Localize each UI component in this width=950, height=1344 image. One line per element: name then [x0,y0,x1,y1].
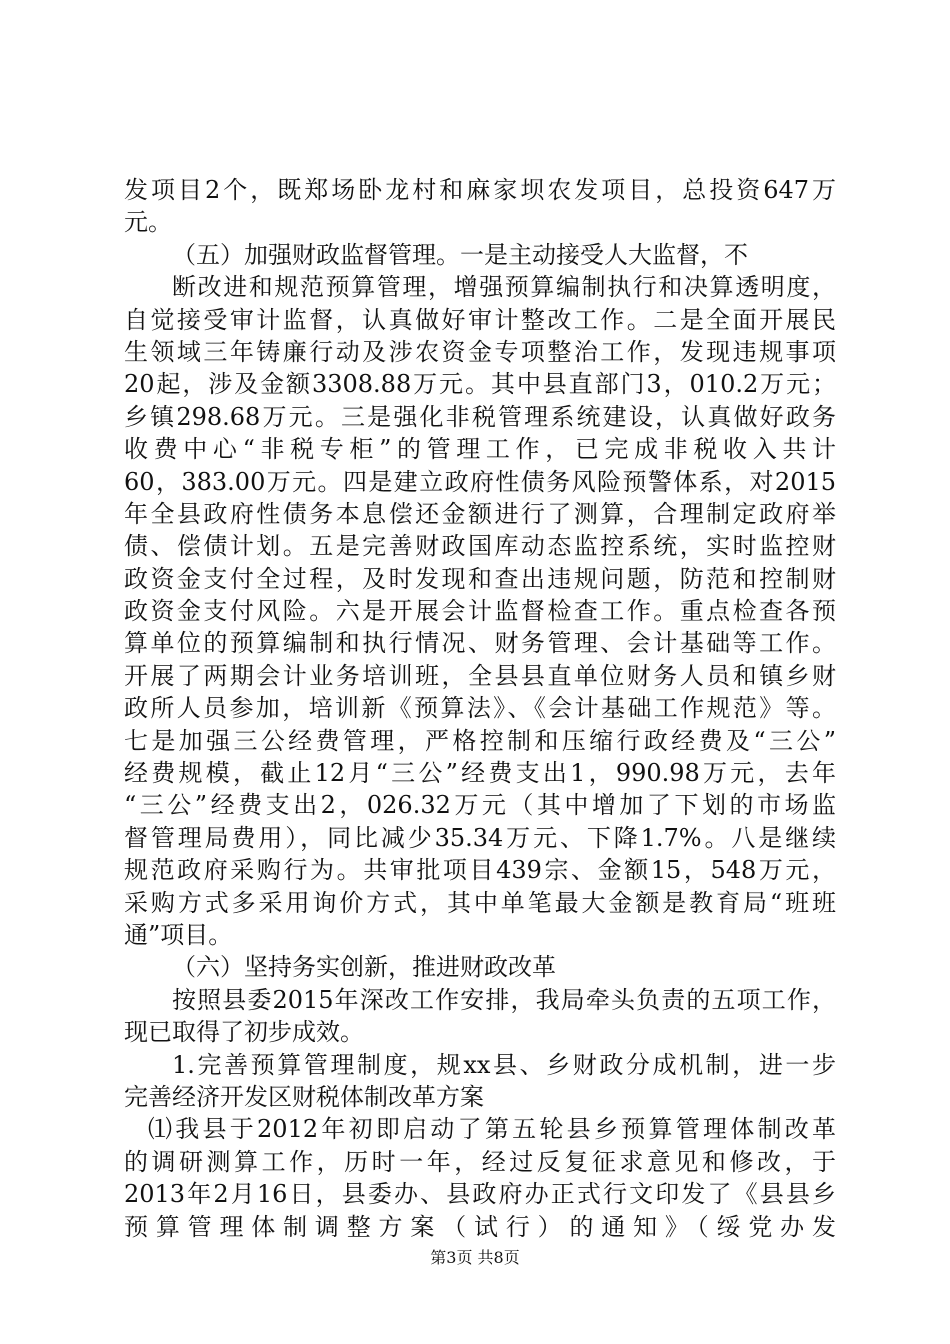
text-line: 自觉接受审计监督，认真做好审计整改工作。二是全面开展民 [124,305,836,334]
text-line: 断改进和规范预算管理，增强预算编制执行和决算透明度， [172,273,836,302]
text-line: 规范政府采购行为。共审批项目439宗、金额15，548万元， [124,856,836,885]
text-line: 采购方式多采用询价方式，其中单笔最大金额是教育局“班班 [124,888,836,917]
text-line: 年全县政府性债务本息偿还金额进行了测算，合理制定政府举 [124,499,836,528]
text-line: 发项目2个，既郑场卧龙村和麻家坝农发项目，总投资647万 [124,176,836,204]
text-line: “三公”经费支出2，026.32万元（其中增加了下划的市场监 [124,791,836,820]
text-line: 通”项目。 [124,920,233,949]
text-line: 60，383.00万元。四是建立政府性债务风险预警体系，对2015 [124,467,836,496]
text-line: 完善经济开发区财税体制改革方案 [124,1082,484,1111]
text-line: 乡镇298.68万元。三是强化非税管理系统建设，认真做好政务 [124,402,836,431]
page-footer: 第3页 共8页 [430,1248,520,1267]
text-line: 现已取得了初步成效。 [124,1018,364,1047]
document-body [124,174,836,1243]
text-line: 算单位的预算编制和执行情况、财务管理、会计基础等工作。 [124,629,836,658]
text-line: （五）加强财政监督管理。一是主动接受人大监督，不 [172,240,748,269]
text-line: 政资金支付全过程，及时发现和查出违规问题，防范和控制财 [124,564,836,593]
text-line: 元。 [124,208,172,237]
text-line: 预算管理体制调整方案（试行）的通知》（绥党办发 [124,1212,836,1241]
text-line: 七是加强三公经费管理，严格控制和压缩行政经费及“三公” [124,726,836,755]
text-line: 政资金支付风险。六是开展会计监督检查工作。重点检查各预 [124,597,836,626]
text-line: 生领域三年铸廉行动及涉农资金专项整治工作，发现违规事项 [124,337,836,366]
text-line: 债、偿债计划。五是完善财政国库动态监控系统，实时监控财 [124,532,836,561]
text-line: 政所人员参加，培训新《预算法》、《会计基础工作规范》等。 [124,694,836,723]
text-line: 经费规模，截止12月“三公”经费支出1，990.98万元，去年 [124,759,836,788]
text-line: 按照县委2015年深改工作安排，我局牵头负责的五项工作， [172,985,836,1014]
text-line: 20起，涉及金额3308.88万元。其中县直部门3，010.2万元； [124,370,836,399]
text-line: 开展了两期会计业务培训班，全县县直单位财务人员和镇乡财 [124,661,836,690]
text-line: 的调研测算工作，历时一年，经过反复征求意见和修改，于 [124,1147,836,1176]
text-line: （六）坚持务实创新，推进财政改革 [172,953,556,982]
text-line: ⑴我县于2012年初即启动了第五轮县乡预算管理体制改革 [148,1115,836,1144]
text-line: 1.完善预算管理制度，规xx县、乡财政分成机制，进一步 [172,1050,836,1079]
text-line: 2013年2月16日，县委办、县政府办正式行文印发了《县县乡 [124,1180,836,1209]
text-line: 督管理局费用），同比减少35.34万元、下降1.7%。八是继续 [124,823,836,852]
text-line: 收费中心“非税专柜”的管理工作，已完成非税收入共计 [124,435,836,464]
